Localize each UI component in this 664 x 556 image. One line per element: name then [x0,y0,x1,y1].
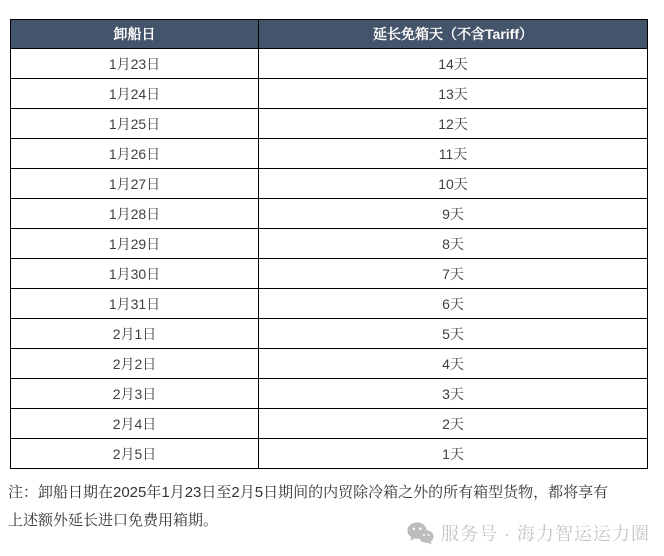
free-days-cell: 7天 [259,259,648,289]
table-row [11,439,648,469]
free-days-cell: 14天 [259,49,648,79]
free-days-cell: 9天 [259,199,648,229]
table-row [11,229,648,259]
discharge-date-cell: 1月23日 [11,49,259,79]
free-days-cell: 13天 [259,79,648,109]
free-days-table [10,19,648,469]
discharge-date-cell: 1月28日 [11,199,259,229]
discharge-date-cell: 1月27日 [11,169,259,199]
free-days-cell: 10天 [259,169,648,199]
discharge-date-cell: 1月25日 [11,109,259,139]
free-days-cell: 6天 [259,289,648,319]
discharge-date-cell: 1月26日 [11,139,259,169]
free-days-cell: 3天 [259,379,648,409]
header-discharge-date: 卸船日 [11,20,259,49]
table-row [11,49,648,79]
table-row [11,169,648,199]
table-row [11,379,648,409]
footnote-line-1: 注：卸船日期在2025年1月23日至2月5日期间的内贸除冷箱之外的所有箱型货物，都将享有 [8,484,609,501]
free-days-cell: 4天 [259,349,648,379]
discharge-date-cell: 2月5日 [11,439,259,469]
discharge-date-cell: 1月31日 [11,289,259,319]
table-header-row [11,20,648,49]
footnote-line-2: 上述额外延长进口免费用箱期。 [8,512,219,529]
table-row [11,139,648,169]
table-row [11,289,648,319]
discharge-date-cell: 2月2日 [11,349,259,379]
table-row [11,319,648,349]
discharge-date-cell: 2月3日 [11,379,259,409]
free-days-cell: 5天 [259,319,648,349]
table-row [11,259,648,289]
discharge-date-cell: 1月29日 [11,229,259,259]
free-days-cell: 12天 [259,109,648,139]
table-row [11,79,648,109]
watermark [407,520,650,546]
table-row [11,109,648,139]
discharge-date-cell: 1月30日 [11,259,259,289]
table-row [11,349,648,379]
wechat-icon [407,522,434,545]
table-row [11,409,648,439]
watermark-text: 服务号 · 海力智运运力圈 [441,524,650,544]
free-days-cell: 2天 [259,409,648,439]
header-extended-free-days: 延长免箱天（不含Tariff） [259,20,648,49]
discharge-date-cell: 1月24日 [11,79,259,109]
table-row [11,199,648,229]
discharge-date-cell: 2月1日 [11,319,259,349]
discharge-date-cell: 2月4日 [11,409,259,439]
free-days-cell: 8天 [259,229,648,259]
free-days-cell: 11天 [259,139,648,169]
free-days-cell: 1天 [259,439,648,469]
